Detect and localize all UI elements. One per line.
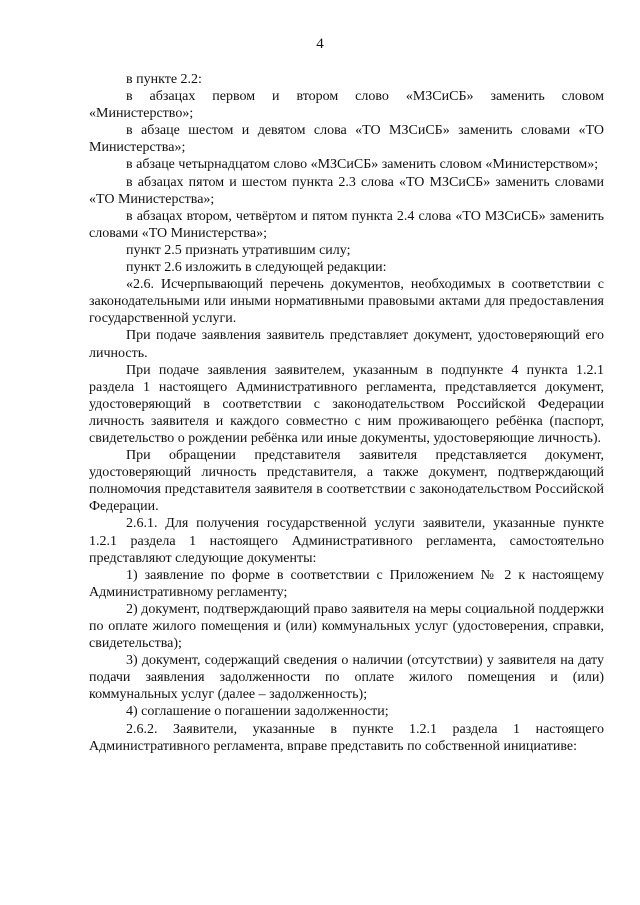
paragraph: При подаче заявления заявителем, указанным в подпункте 4 пункта 1.2.1 раздела 1 настоящего Административного регламента, представляется документ, удостоверяющий в соответствии с законодательством Российской Федерации личность заявителя и каждого совместно с ним проживающего ребёнка (паспорт, свидетельство о рождении ребёнка или иные документы, удостоверяющие личность). — [89, 362, 604, 446]
paragraph: 2.6.2. Заявители, указанные в пункте 1.2.1 раздела 1 настоящего Административного регламента, вправе представить по собственной инициативе: — [89, 721, 604, 754]
paragraph: в абзаце шестом и девятом слова «ТО МЗСиСБ» заменить словами «ТО Министерства»; — [89, 123, 604, 156]
paragraph: 4) соглашение о погашении задолженности; — [126, 704, 389, 720]
paragraph: «2.6. Исчерпывающий перечень документов, необходимых в соответствии с законодательными или иными нормативными правовыми актами для предоставления государственной услуги. — [89, 277, 604, 327]
paragraph: 2) документ, подтверждающий право заявителя на меры социальной поддержки по оплате жилого помещения и (или) коммунальных услуг (удостоверения, справки, свидетельства); — [89, 601, 604, 652]
paragraph: 3) документ, содержащий сведения о наличии (отсутствии) у заявителя на дату подачи заявления задолженности по оплате жилого помещения и (или) коммунальных услуг (далее – задолженность); — [89, 653, 604, 703]
paragraph: в пункте 2.2: — [126, 72, 202, 87]
paragraph: пункт 2.5 признать утратившим силу; — [126, 242, 351, 258]
paragraph: При обращении представителя заявителя представляется документ, удостоверяющий личность представителя, а также документ, подтверждающий полномочия представителя заявителя в соответствии с законодательством Российской Федерации. — [89, 448, 604, 515]
paragraph: При подаче заявления заявитель представляет документ, удостоверяющий его личность. — [89, 328, 604, 361]
paragraph: 1) заявление по форме в соответствии с Приложением № 2 к настоящему Административному регламенту; — [89, 567, 604, 600]
paragraph: в абзацах втором, четвёртом и пятом пункта 2.4 слова «ТО МЗСиСБ» заменить словами «ТО Министерства»; — [89, 208, 604, 241]
paragraph: в абзацах первом и втором слово «МЗСиСБ» заменить словом «Министерство»; — [89, 89, 604, 122]
paragraph: в абзацах пятом и шестом пункта 2.3 слова «ТО МЗСиСБ» заменить словами «ТО Министерства»; — [89, 174, 604, 207]
paragraph: в абзаце четырнадцатом слово «МЗСиСБ» заменить словом «Министерством»; — [126, 157, 599, 173]
page-number: 4 — [316, 36, 324, 52]
paragraph: пункт 2.6 изложить в следующей редакции: — [126, 260, 387, 276]
document-body — [89, 71, 604, 755]
paragraph: 2.6.1. Для получения государственной услуги заявители, указанные пункте 1.2.1 раздела 1 настоящего Административного регламента, самостоятельно представляют следующие документы: — [89, 516, 604, 566]
